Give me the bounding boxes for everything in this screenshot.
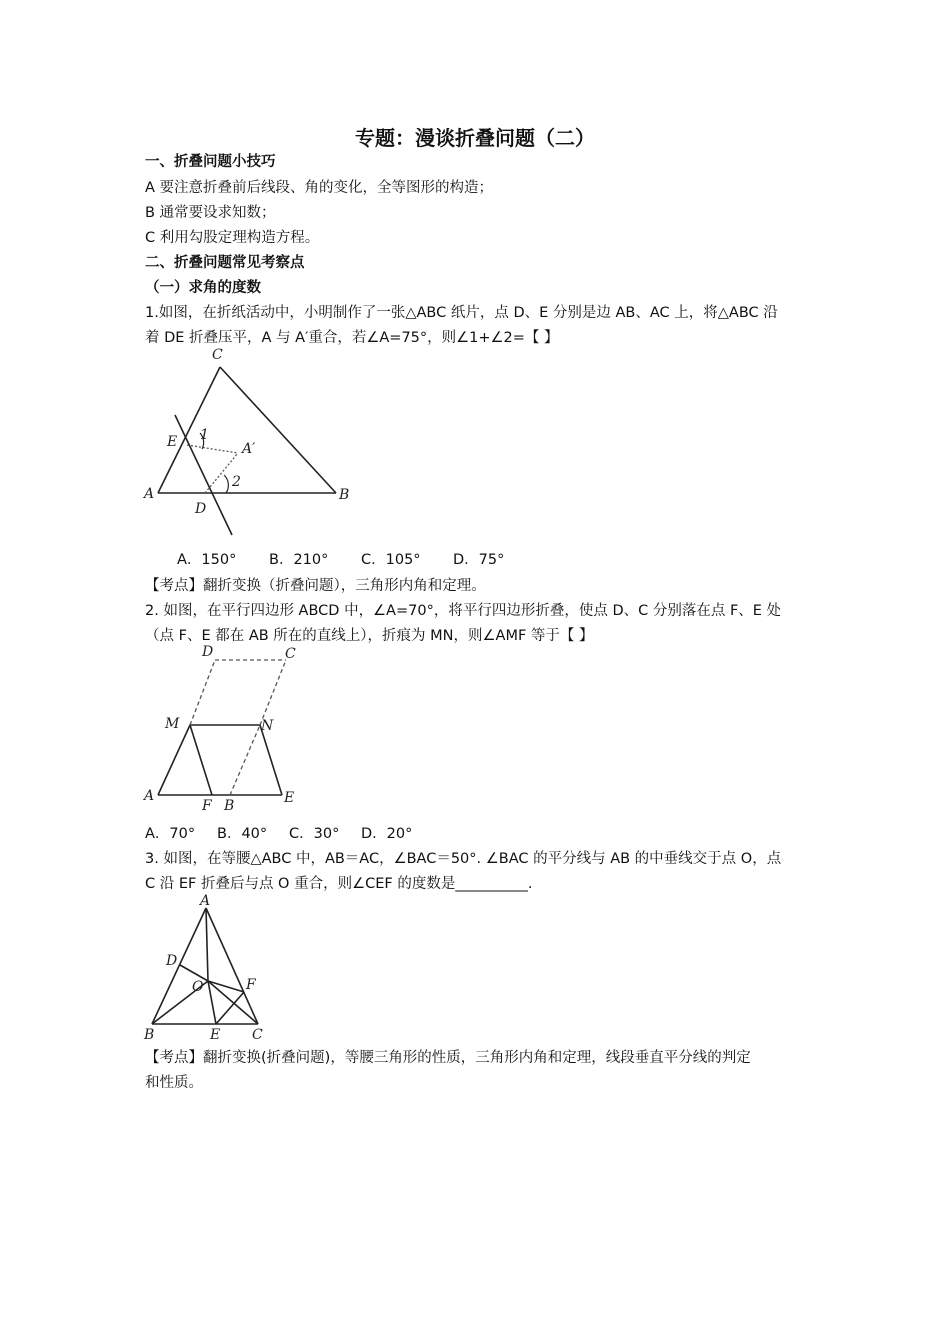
q1-label-b: B xyxy=(339,487,350,503)
tip-c: C 利用勾股定理构造方程。 xyxy=(145,230,320,246)
q2-label-a: A xyxy=(144,788,155,804)
q2-figure xyxy=(140,640,340,815)
q2-edge-ne xyxy=(260,725,282,795)
q2-option-d[interactable]: D．20° xyxy=(361,826,413,842)
q2-edge-mf xyxy=(190,725,212,795)
q2-edge-am xyxy=(158,725,190,795)
q2-label-e: E xyxy=(284,790,295,806)
q2-text-line2: （点 F、E 都在 AB 所在的直线上），折痕为 MN，则∠AMF 等于【 】 xyxy=(145,628,594,644)
q3-figure xyxy=(140,893,280,1043)
q2-dashed-nc xyxy=(260,660,286,725)
section1-heading: 一、折叠问题小技巧 xyxy=(145,154,276,170)
q1-text-line1: 1.如图，在折纸活动中，小明制作了一张△ABC 纸片，点 D、E 分别是边 AB、AC 上，将△ABC 沿 xyxy=(145,305,778,321)
q1-label-ap: A′ xyxy=(242,441,256,457)
q2-label-n: N xyxy=(261,718,274,734)
tip-a: A 要注意折叠前后线段、角的变化，全等图形的构造； xyxy=(145,180,494,196)
q1-label-e: E xyxy=(167,434,178,450)
q2-label-c: C xyxy=(285,646,296,662)
q3-label-o: O xyxy=(192,979,204,995)
q1-label-d: D xyxy=(195,501,207,517)
q3-text-line1: 3. 如图，在等腰△ABC 中，AB＝AC，∠BAC＝50°. ∠BAC 的平分线与 AB 的中垂线交于点 O，点 xyxy=(145,851,782,867)
q2-label-d: D xyxy=(202,644,214,660)
q1-option-b[interactable]: B．210° xyxy=(269,552,329,568)
q3-key-point-line2: 和性质。 xyxy=(145,1075,203,1091)
q2-options xyxy=(145,824,412,844)
q3-label-d: D xyxy=(166,953,178,969)
q1-edge-ac xyxy=(158,367,220,493)
q2-option-a[interactable]: A．70° xyxy=(145,826,196,842)
subsection-angles: （一）求角的度数 xyxy=(145,280,261,296)
q1-key-point: 【考点】翻折变换（折叠问题），三角形内角和定理。 xyxy=(145,578,486,594)
q1-dashed-ea xyxy=(187,445,238,453)
q3-label-b: B xyxy=(144,1027,155,1043)
tip-b: B 通常要设求知数； xyxy=(145,205,276,221)
q2-label-f: F xyxy=(202,798,212,814)
q2-option-c[interactable]: C．30° xyxy=(289,826,340,842)
q3-label-a: A xyxy=(200,893,211,909)
q1-label-c: C xyxy=(212,347,223,363)
q1-label-2: 2 xyxy=(232,474,241,490)
q2-text-line1: 2. 如图，在平行四边形 ABCD 中，∠A=70°，将平行四边形折叠，使点 D、C 分别落在点 F、E 处 xyxy=(145,603,782,619)
q3-bisector-ao xyxy=(206,908,208,981)
q1-option-c[interactable]: C．105° xyxy=(361,552,421,568)
q2-dashed-md xyxy=(190,660,215,725)
q1-option-d[interactable]: D．75° xyxy=(453,552,505,568)
q3-text-line2: C 沿 EF 折叠后与点 O 重合，则∠CEF 的度数是__________. xyxy=(145,876,533,892)
q1-option-a[interactable]: A．150° xyxy=(177,552,237,568)
q1-options xyxy=(177,550,504,570)
q3-edge-ab xyxy=(152,908,206,1024)
q3-label-e: E xyxy=(210,1027,221,1043)
q3-label-f: F xyxy=(246,977,256,993)
q1-angle-2-arc xyxy=(224,475,228,493)
q1-text-line2: 着 DE 折叠压平，A 与 A′重合，若∠A=75°，则∠1+∠2=【 】 xyxy=(145,330,559,346)
q2-label-m: M xyxy=(165,716,180,732)
q2-dashed-bn xyxy=(230,725,260,795)
page-title: 专题：漫谈折叠问题（二） xyxy=(355,126,595,150)
q2-label-b: B xyxy=(224,798,235,814)
q1-label-a: A xyxy=(144,486,155,502)
section2-heading: 二、折叠问题常见考察点 xyxy=(145,255,305,271)
q1-figure xyxy=(140,345,360,545)
q3-label-c: C xyxy=(252,1027,263,1043)
q1-label-1: 1 xyxy=(200,427,209,443)
q2-option-b[interactable]: B．40° xyxy=(217,826,268,842)
q3-key-point-line1: 【考点】翻折变换(折叠问题)，等腰三角形的性质，三角形内角和定理，线段垂直平分线的判定 xyxy=(145,1050,751,1066)
